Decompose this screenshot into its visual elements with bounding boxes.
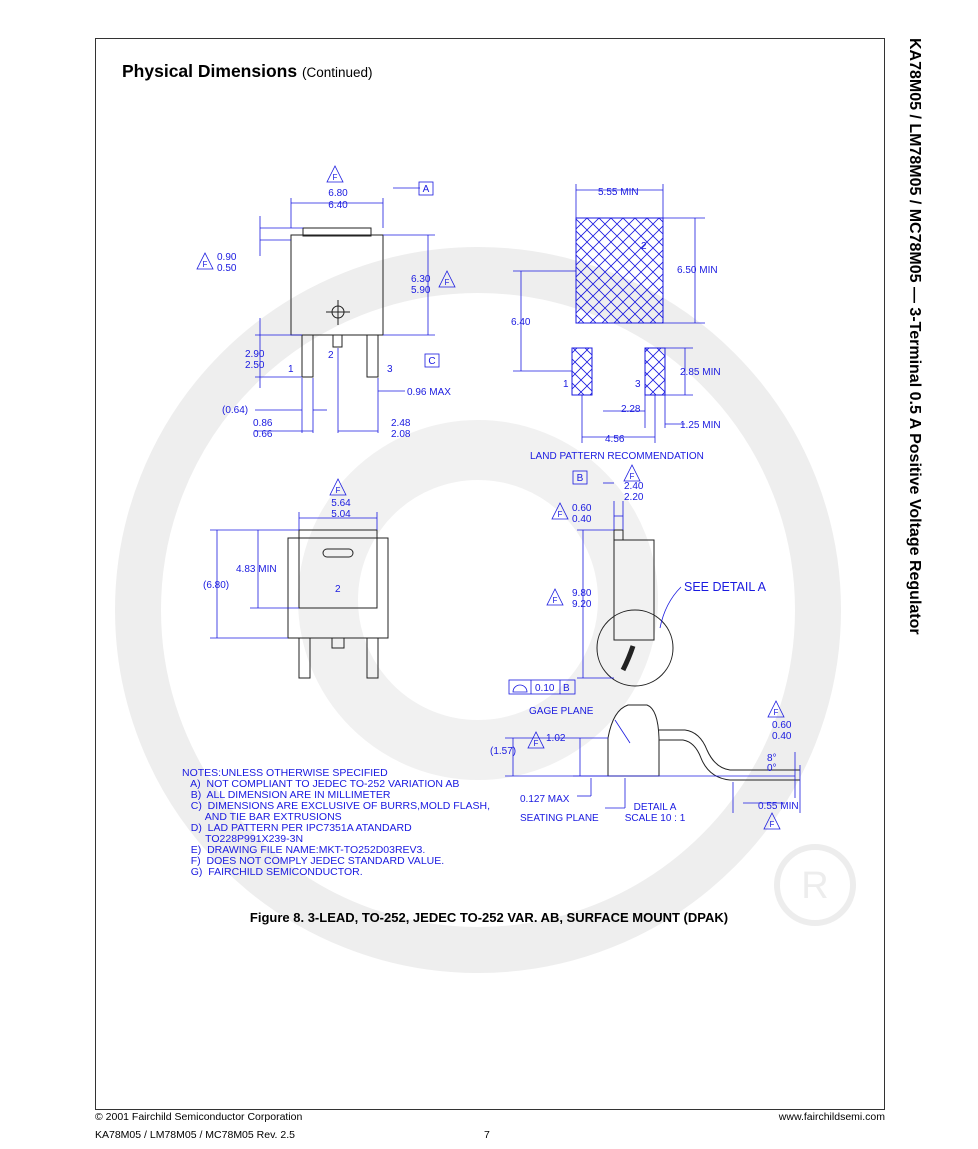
svg-text:2.90: 2.90 bbox=[245, 349, 265, 360]
note-line: B) ALL DIMENSION ARE IN MILLIMETER bbox=[182, 789, 391, 801]
svg-text:0.10: 0.10 bbox=[535, 683, 555, 694]
svg-text:F: F bbox=[552, 596, 558, 605]
svg-text:5.55 MIN: 5.55 MIN bbox=[598, 187, 639, 198]
svg-text:0.60: 0.60 bbox=[572, 503, 592, 514]
svg-text:F: F bbox=[332, 173, 338, 182]
svg-text:0°: 0° bbox=[767, 763, 777, 774]
note-line: NOTES:UNLESS OTHERWISE SPECIFIED bbox=[182, 767, 388, 779]
svg-text:1.02: 1.02 bbox=[546, 733, 566, 744]
svg-text:B: B bbox=[563, 683, 570, 694]
note-line: C) DIMENSIONS ARE EXCLUSIVE OF BURRS,MOLD FLASH, bbox=[182, 800, 491, 812]
side-view-dims bbox=[577, 483, 681, 678]
svg-text:F: F bbox=[557, 510, 563, 519]
svg-text:F: F bbox=[444, 278, 450, 287]
svg-text:DETAIL A: DETAIL A bbox=[633, 802, 677, 813]
svg-text:2: 2 bbox=[335, 584, 341, 595]
svg-text:(1.57): (1.57) bbox=[490, 746, 517, 757]
svg-text:3: 3 bbox=[387, 364, 393, 375]
note-line: TO228P991X239-3N bbox=[182, 833, 304, 845]
detail-a-labels bbox=[490, 701, 799, 829]
svg-text:0.86: 0.86 bbox=[253, 418, 273, 429]
svg-text:0.66: 0.66 bbox=[253, 429, 273, 440]
svg-text:8°: 8° bbox=[767, 753, 777, 764]
svg-text:(0.64): (0.64) bbox=[222, 405, 249, 416]
svg-text:0.40: 0.40 bbox=[572, 514, 592, 525]
footer-copyright: © 2001 Fairchild Semiconductor Corporation bbox=[95, 1111, 303, 1123]
svg-text:F: F bbox=[202, 260, 208, 269]
svg-text:5.04: 5.04 bbox=[331, 509, 351, 520]
svg-text:2.28: 2.28 bbox=[621, 404, 641, 415]
bottom-view-labels bbox=[203, 479, 351, 595]
bottom-view bbox=[288, 530, 388, 678]
page-title-continued: (Continued) bbox=[301, 65, 373, 80]
svg-text:F: F bbox=[773, 708, 779, 717]
note-line: D) LAD PATTERN PER IPC7351A ATANDARD bbox=[182, 822, 412, 834]
svg-text:SEATING PLANE: SEATING PLANE bbox=[520, 813, 599, 824]
svg-text:6.40: 6.40 bbox=[511, 317, 531, 328]
footer-part-number: KA78M05 / LM78M05 / MC78M05 Rev. 2.5 bbox=[95, 1129, 295, 1141]
svg-text:3: 3 bbox=[635, 379, 641, 390]
svg-text:(6.80): (6.80) bbox=[203, 580, 230, 591]
svg-text:0.60: 0.60 bbox=[772, 720, 792, 731]
svg-text:SEE DETAIL A: SEE DETAIL A bbox=[684, 580, 766, 594]
bottom-view-dims bbox=[210, 512, 377, 638]
page-title-text: Physical Dimensions bbox=[122, 61, 298, 81]
svg-text:9.80: 9.80 bbox=[572, 588, 592, 599]
svg-text:F: F bbox=[335, 486, 341, 495]
svg-text:SCALE 10 : 1: SCALE 10 : 1 bbox=[624, 813, 686, 824]
svg-text:2: 2 bbox=[641, 241, 647, 252]
svg-text:2.50: 2.50 bbox=[245, 360, 265, 371]
svg-text:0.127 MAX: 0.127 MAX bbox=[520, 794, 570, 805]
svg-text:F: F bbox=[533, 739, 539, 748]
footer-url: www.fairchildsemi.com bbox=[778, 1111, 885, 1123]
svg-text:LAND PATTERN RECOMMENDATION: LAND PATTERN RECOMMENDATION bbox=[530, 451, 704, 462]
svg-text:2.08: 2.08 bbox=[391, 429, 411, 440]
svg-text:1: 1 bbox=[563, 379, 569, 390]
svg-text:0.40: 0.40 bbox=[772, 731, 792, 742]
svg-text:2.20: 2.20 bbox=[624, 492, 644, 503]
footer-page-number: 7 bbox=[484, 1129, 490, 1141]
note-line: E) DRAWING FILE NAME:MKT-TO252D03REV3. bbox=[182, 844, 426, 856]
svg-text:2: 2 bbox=[328, 350, 334, 361]
svg-text:2.85 MIN: 2.85 MIN bbox=[680, 367, 721, 378]
note-line: AND TIE BAR EXTRUSIONS bbox=[182, 811, 342, 823]
svg-text:GAGE PLANE: GAGE PLANE bbox=[529, 706, 594, 717]
sidebar-title: KA78M05 / LM78M05 / MC78M05 — 3-Terminal 0.5 A Positive Voltage Regulator bbox=[906, 38, 923, 635]
side-view bbox=[597, 530, 673, 686]
land-pattern bbox=[513, 184, 705, 443]
svg-text:4.83 MIN: 4.83 MIN bbox=[236, 564, 277, 575]
svg-text:F: F bbox=[769, 820, 775, 829]
svg-text:6.40: 6.40 bbox=[328, 200, 348, 211]
svg-text:9.20: 9.20 bbox=[572, 599, 592, 610]
svg-text:0.55 MIN: 0.55 MIN bbox=[758, 801, 799, 812]
svg-text:A: A bbox=[422, 184, 430, 195]
svg-text:2.40: 2.40 bbox=[624, 481, 644, 492]
note-line: F) DOES NOT COMPLY JEDEC STANDARD VALUE. bbox=[182, 855, 445, 867]
drawing-notes bbox=[182, 768, 490, 878]
side-view-labels bbox=[509, 465, 767, 694]
svg-text:5.64: 5.64 bbox=[331, 498, 351, 509]
svg-text:4.56: 4.56 bbox=[605, 434, 625, 445]
svg-text:6.50 MIN: 6.50 MIN bbox=[677, 265, 718, 276]
svg-text:0.96 MAX: 0.96 MAX bbox=[407, 387, 451, 398]
svg-text:6.30: 6.30 bbox=[411, 274, 431, 285]
figure-caption: Figure 8. 3-LEAD, TO-252, JEDEC TO-252 VAR. AB, SURFACE MOUNT (DPAK) bbox=[249, 910, 729, 925]
svg-text:1: 1 bbox=[288, 364, 294, 375]
note-line: G) FAIRCHILD SEMICONDUCTOR. bbox=[182, 866, 363, 878]
svg-text:C: C bbox=[428, 356, 436, 367]
svg-text:1.25 MIN: 1.25 MIN bbox=[680, 420, 721, 431]
svg-text:B: B bbox=[576, 473, 584, 484]
svg-text:0.90: 0.90 bbox=[217, 252, 237, 263]
svg-text:F: F bbox=[629, 472, 635, 481]
top-view-labels bbox=[197, 166, 455, 440]
svg-text:2.48: 2.48 bbox=[391, 418, 411, 429]
note-line: A) NOT COMPLIANT TO JEDEC TO-252 VARIATION AB bbox=[182, 778, 460, 790]
svg-text:R: R bbox=[801, 865, 829, 907]
svg-text:6.80: 6.80 bbox=[328, 188, 348, 199]
svg-text:5.90: 5.90 bbox=[411, 285, 431, 296]
top-view bbox=[291, 228, 383, 377]
svg-text:0.50: 0.50 bbox=[217, 263, 237, 274]
